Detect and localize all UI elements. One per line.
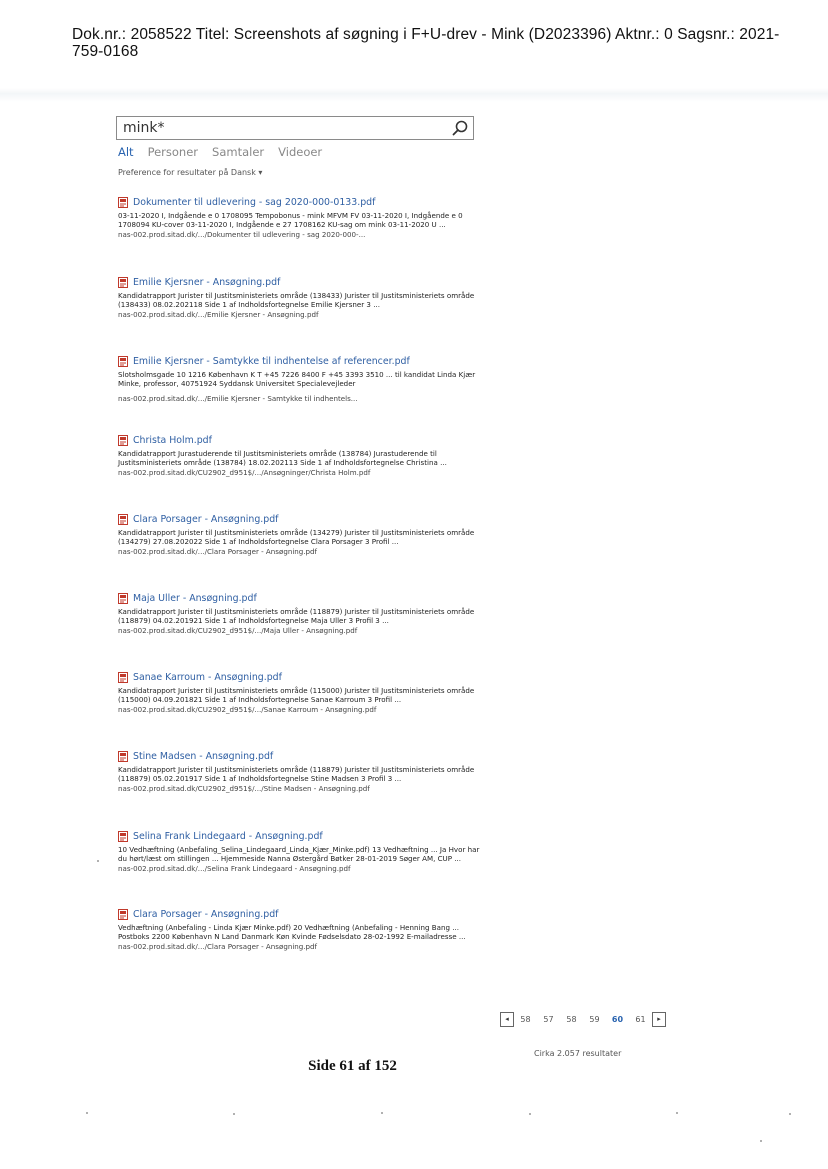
pdf-file-icon xyxy=(118,356,128,367)
result-snippet: Kandidatrapport Jurister til Justitsministeriets område (118879) Jurister til Justitsministeriets område (118879) 05.02.201917 Side 1 af Indholdsfortegnelse Stine Madsen 3 Profil 3 ... xyxy=(118,765,475,784)
result-url: nas-002.prod.sitad.dk/.../Dokumenter til udlevering - sag 2020-000-... xyxy=(118,229,366,239)
result-item xyxy=(118,671,488,714)
result-url: nas-002.prod.sitad.dk/CU2902_d951$/.../Maja Uller - Ansøgning.pdf xyxy=(118,625,358,635)
result-url: nas-002.prod.sitad.dk/.../Clara Porsager - Ansøgning.pdf xyxy=(118,546,318,556)
pdf-file-icon xyxy=(118,514,128,525)
result-url: nas-002.prod.sitad.dk/CU2902_d951$/.../Ansøgninger/Christa Holm.pdf xyxy=(118,467,371,477)
result-snippet: Vedhæftning (Anbefaling - Linda Kjær Minke.pdf) 20 Vedhæftning (Anbefaling - Henning Bang ... Postboks 2200 København N Land Danmark Køn Kvinde Fødselsdato 28-02-1992 E-mailadresse ... xyxy=(118,923,466,942)
result-url: nas-002.prod.sitad.dk/CU2902_d951$/.../Sanae Karroum - Ansøgning.pdf xyxy=(118,704,377,714)
result-url: nas-002.prod.sitad.dk/CU2902_d951$/.../Stine Madsen - Ansøgning.pdf xyxy=(118,783,370,793)
result-title-link[interactable] xyxy=(118,908,488,921)
tab-people[interactable]: Personer xyxy=(147,145,199,159)
result-title-link[interactable] xyxy=(118,671,488,684)
pdf-file-icon xyxy=(118,277,128,288)
previous-page-button[interactable]: ◂ xyxy=(500,1012,514,1027)
result-title-link[interactable] xyxy=(118,592,488,605)
result-title: Dokumenter til udlevering - sag 2020-000-0133.pdf xyxy=(133,197,376,208)
result-item xyxy=(118,276,488,319)
next-page-button[interactable]: ▸ xyxy=(652,1012,666,1027)
tab-videos[interactable]: Videoer xyxy=(278,145,323,159)
result-item xyxy=(118,830,488,873)
result-title: Maja Uller - Ansøgning.pdf xyxy=(133,593,257,604)
result-snippet: Slotsholmsgade 10 1216 København K T +45 7226 8400 F +45 3393 3510 ... til kandidat Linda Kjær Minke, professor, 40751924 Syddansk Universitet Specialevejleder xyxy=(118,370,476,389)
result-url: nas-002.prod.sitad.dk/.../Emilie Kjersner - Samtykke til indhentels... xyxy=(118,393,358,403)
language-preference[interactable]: Preference for resultater på Dansk ▾ xyxy=(118,168,263,177)
result-snippet: Kandidatrapport Jurister til Justitsministeriets område (118879) Jurister til Justitsministeriets område (118879) 04.02.201921 Side 1 af Indholdsfortegnelse Maja Uller 3 Profil 3 ... xyxy=(118,607,475,626)
result-title-link[interactable] xyxy=(118,830,488,843)
result-title-link[interactable] xyxy=(118,196,488,209)
result-item xyxy=(118,513,488,556)
tab-conversations[interactable]: Samtaler xyxy=(212,145,265,159)
result-title-link[interactable] xyxy=(118,513,488,526)
search-input[interactable] xyxy=(123,118,443,138)
page-link[interactable]: 59 xyxy=(589,1014,600,1024)
result-title-link[interactable] xyxy=(118,276,488,289)
result-title: Stine Madsen - Ansøgning.pdf xyxy=(133,751,274,762)
result-item xyxy=(118,434,488,477)
result-item xyxy=(118,750,488,793)
result-item xyxy=(118,592,488,635)
result-url: nas-002.prod.sitad.dk/.../Selina Frank Lindegaard - Ansøgning.pdf xyxy=(118,863,351,873)
result-snippet: Kandidatrapport Jurister til Justitsministeriets område (115000) Jurister til Justitsministeriets område (115000) 04.09.201821 Side 1 af Indholdsfortegnelse Sanae Karroum 3 Profil ... xyxy=(118,686,475,705)
scan-band xyxy=(0,88,828,102)
result-snippet: Kandidatrapport Jurastuderende til Justitsministeriets område (138784) Jurastuderende til Justitsministeriets område (138784) 18.02.202113 Side 1 af Indholdsfortegnelse Christina ... xyxy=(118,449,447,468)
result-title-link[interactable] xyxy=(118,434,488,447)
result-snippet: 10 Vedhæftning (Anbefaling_Selina_Lindegaard_Linda_Kjær_Minke.pdf) 13 Vedhæftning ... Ja Hvor har du hørt/læst om stillingen ... Hjemmeside Nanna Østergård Bøtker 28-01-2019 Søger AM, CUP ... xyxy=(118,845,480,864)
search-icon[interactable] xyxy=(451,119,469,137)
tab-all[interactable]: Alt xyxy=(118,145,134,159)
page-link[interactable]: 57 xyxy=(543,1014,554,1024)
result-url: nas-002.prod.sitad.dk/.../Emilie Kjersner - Ansøgning.pdf xyxy=(118,309,319,319)
result-item xyxy=(118,196,488,239)
page-number-footer: Side 61 af 152 xyxy=(308,1058,397,1074)
pdf-file-icon xyxy=(118,197,128,208)
result-title: Clara Porsager - Ansøgning.pdf xyxy=(133,909,279,920)
pdf-file-icon xyxy=(118,751,128,762)
result-url: nas-002.prod.sitad.dk/.../Clara Porsager - Ansøgning.pdf xyxy=(118,941,318,951)
result-title-link[interactable] xyxy=(118,750,488,763)
page-link[interactable]: 58 xyxy=(520,1014,531,1024)
page-link[interactable]: 61 xyxy=(635,1014,646,1024)
page-link[interactable]: 58 xyxy=(566,1014,577,1024)
page-link-current[interactable]: 60 xyxy=(611,1014,624,1024)
search-box[interactable] xyxy=(116,116,474,140)
result-item xyxy=(118,908,488,951)
result-count: Cirka 2.057 resultater xyxy=(534,1049,622,1058)
search-tabs xyxy=(118,145,322,161)
result-snippet: 03-11-2020 I, Indgående e 0 1708095 Tempobonus - mink MFVM FV 03-11-2020 I, Indgående e 0 1708094 KU-cover 03-11-2020 I, Indgående e 27 1708162 KU-sag om mink 03-11-2020 U ... xyxy=(118,211,463,230)
pdf-file-icon xyxy=(118,909,128,920)
pdf-file-icon xyxy=(118,435,128,446)
result-item xyxy=(118,355,488,403)
result-snippet: Kandidatrapport Jurister til Justitsministeriets område (134279) Jurister til Justitsministeriets område (134279) 27.08.202022 Side 1 af Indholdsfortegnelse Clara Porsager 3 Profil ... xyxy=(118,528,475,547)
result-title: Selina Frank Lindegaard - Ansøgning.pdf xyxy=(133,831,323,842)
pdf-file-icon xyxy=(118,593,128,604)
pagination xyxy=(500,1010,666,1028)
result-title: Emilie Kjersner - Ansøgning.pdf xyxy=(133,277,281,288)
result-title-link[interactable] xyxy=(118,355,488,368)
result-snippet: Kandidatrapport Jurister til Justitsministeriets område (138433) Jurister til Justitsministeriets område (138433) 08.02.202118 Side 1 af Indholdsfortegnelse Emilie Kjersner 3 ... xyxy=(118,291,475,310)
document-header: Dok.nr.: 2058522 Titel: Screenshots af søgning i F+U-drev - Mink (D2023396) Aktnr.: 0 Sagsnr.: 2021-759-0168 xyxy=(72,26,780,60)
result-title: Emilie Kjersner - Samtykke til indhentelse af referencer.pdf xyxy=(133,356,410,367)
pdf-file-icon xyxy=(118,672,128,683)
result-title: Sanae Karroum - Ansøgning.pdf xyxy=(133,672,282,683)
result-title: Christa Holm.pdf xyxy=(133,435,212,446)
result-title: Clara Porsager - Ansøgning.pdf xyxy=(133,514,279,525)
pdf-file-icon xyxy=(118,831,128,842)
